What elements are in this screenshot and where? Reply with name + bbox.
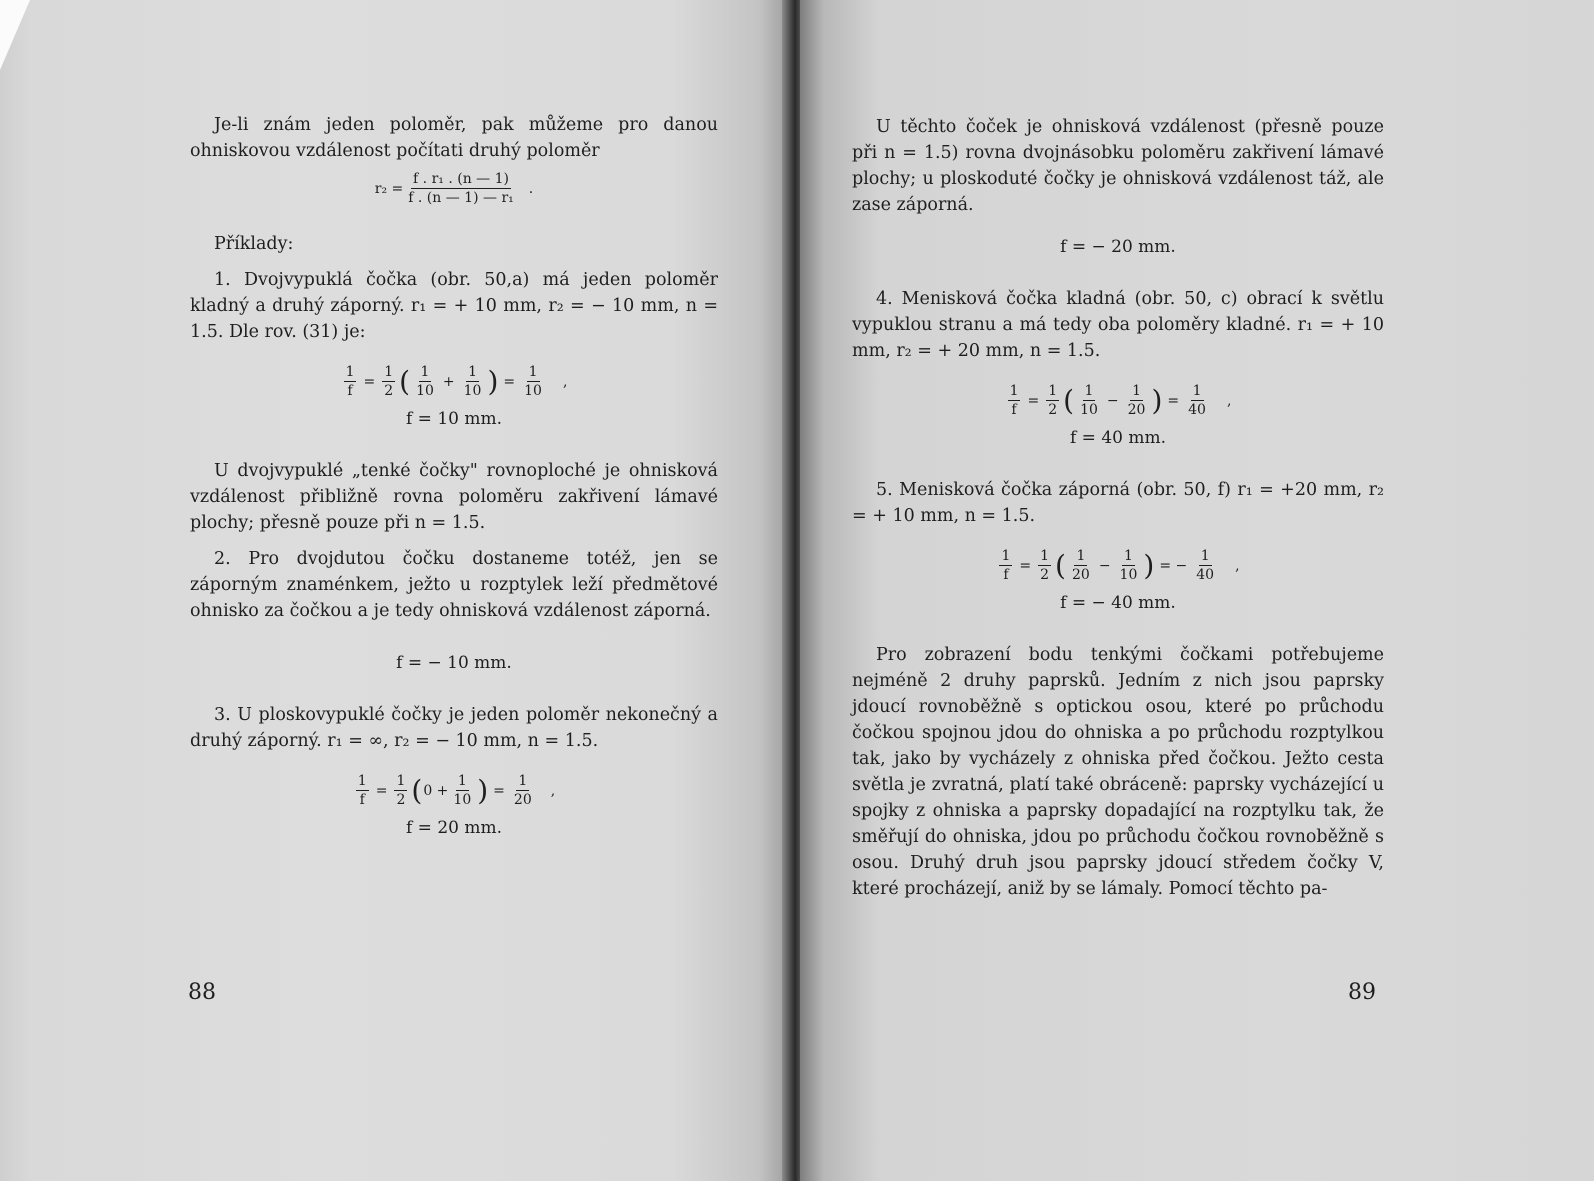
frac-half [1046,382,1059,419]
minus-sign: − [1106,392,1119,409]
page-corner-fold [0,0,30,70]
frac-a [451,772,473,809]
example-3-text: 3. U ploskovypuklé čočky je jeden poloměr nekonečný a druhý záporný. r₁ = ∞, r₂ = − 10 mm, n = 1.5. [190,705,718,751]
example-5-result: f = − 40 mm. [1060,593,1176,613]
example-3-formula [190,772,718,809]
formula-tail: , [550,782,556,799]
frac-num: 1 [1040,548,1050,564]
example-1-text: 1. Dvojvypuklá čočka (obr. 50,a) má jeden poloměr kladný a druhý záporný. r₁ = + 10 mm, r₂ = − 10 mm, n = 1.5. Dle rov. (31) je: [190,270,718,342]
frac-half [382,363,395,400]
thin-lens-note: U dvojvypuklé „tenké čočky" rovnoploché je ohnisková vzdálenost přibližně rovna poloměru zakřivení lámavé plochy; přesně pouze při n = 1.5. [190,461,718,533]
paren-open: ( [411,773,423,807]
paren-open: ( [1063,383,1075,417]
equals-sign: = [503,373,516,390]
frac-den: 40 [1196,567,1215,583]
frac-result [512,772,534,809]
frac-den: 2 [1040,567,1050,583]
frac-den: 2 [384,383,394,399]
formula-tail: , [562,373,568,390]
equals-sign: = [363,373,376,390]
example-2-result: f = − 10 mm. [396,653,512,673]
example-1-result: f = 10 mm. [405,409,503,429]
example-5-text: 5. Menisková čočka záporná (obr. 50, f) r₁ = +20 mm, r₂ = + 10 mm, n = 1.5. [852,480,1384,526]
frac-half [1038,547,1051,584]
right-page [800,0,1594,1181]
equals-sign: = [493,782,505,799]
example-4-formula [852,382,1384,419]
frac-lhs [999,547,1012,584]
left-page [0,0,790,1181]
equals-sign: = [1027,392,1040,409]
frac-den: 20 [1071,567,1090,583]
frac-den: 20 [513,792,532,808]
frac-num: 1 [518,773,528,789]
frac-b [1126,382,1148,419]
frac-den: 10 [453,792,472,808]
paren-close: ) [1151,383,1163,417]
left-text-column [190,112,718,847]
paren-close: ) [1143,548,1155,582]
frac-den: f [359,792,365,808]
rays-paragraph: Pro zobrazení bodu tenkými čočkami potřebujeme nejméně 2 druhy paprsků. Jedním z nich jsou paprsky jdoucí rovnoběžně s optickou osou, které po průchodu čočkou spojnou jdou do ohniska a po průchodu rozptylkou tak, jako by vycházely z ohniska před čočkou. Ježto cesta světla je zvratná, platí také obráceně: paprsky vycházející u spojky z ohniska a paprsky dopadající na rozptylku tak, že směřují do ohniska, jdou po průchodu čočkou rovnoběžně s osou. Druhý druh jsou paprsky jdoucí středem čočky V, které procházejí, aniž by se lámaly. Pomocí těchto pa- [852,645,1384,899]
frac-den: 2 [1048,402,1058,418]
frac-b [1118,547,1140,584]
frac-lhs [344,363,357,400]
frac-result [1186,382,1208,419]
formula-lhs: r₂ = [374,180,404,197]
right-intro-result: f = − 20 mm. [1060,237,1176,257]
frac-den: 10 [1080,402,1098,418]
frac-num: 1 [1192,383,1202,399]
frac-result [522,363,544,400]
equals-sign: = [1167,392,1180,409]
frac-den: f [1011,402,1017,418]
frac-den: 20 [1127,402,1146,418]
frac-num: 1 [1001,548,1011,564]
right-text-column [852,114,1384,902]
example-5-formula [852,547,1384,584]
examples-heading: Příklady: [214,234,294,254]
example-2-text: 2. Pro dvojdutou čočku dostaneme totéž, jen se záporným znaménkem, ježto u rozptylek leží předmětové ohnisko za čočkou a je tedy ohnisková vzdálenost záporná. [190,549,718,621]
frac-a [1070,547,1092,584]
frac-den: 10 [463,383,482,399]
frac-num: 1 [1076,548,1086,564]
formula-r2 [190,170,718,207]
frac-lhs [356,772,369,809]
frac-num: 1 [396,773,406,789]
paren-open: ( [399,364,411,398]
frac-a [414,363,436,400]
frac-num: 1 [1200,548,1210,564]
frac-num: 1 [457,773,467,789]
formula-fraction [406,170,516,207]
frac-den: 10 [416,383,434,399]
right-intro-paragraph: U těchto čoček je ohnisková vzdálenost (přesně pouze při n = 1.5) rovna dvojnásobku poloměru zakřivení lámavé plochy; u ploskoduté čočky je ohnisková vzdálenost táž, ale zase záporná. [852,117,1384,215]
frac-num: 1 [1084,383,1094,399]
frac-result [1194,547,1216,584]
frac-den: 40 [1188,402,1206,418]
frac-b [462,363,484,400]
paren-close: ) [487,364,499,398]
formula-numerator: f . r₁ . (n — 1) [413,171,509,187]
example-1-formula [190,363,718,400]
example-4-text: 4. Menisková čočka kladná (obr. 50, c) obrací k světlu vypuklou stranu a má tedy oba poloměry kladné. r₁ = + 10 mm, r₂ = + 20 mm, n = 1.5. [852,289,1384,361]
frac-a [1078,382,1100,419]
frac-num: 1 [345,364,355,380]
intro-paragraph: Je-li znám jeden poloměr, pak můžeme pro danou ohniskovou vzdálenost počítati druhý poloměr [190,115,718,161]
equals-sign: = [1019,557,1032,574]
frac-den: 10 [524,383,542,399]
frac-num: 1 [357,773,367,789]
frac-num: 1 [468,364,478,380]
frac-den: 10 [1119,567,1138,583]
frac-num: 1 [1124,548,1133,564]
frac-den: f [1003,567,1009,583]
frac-num: 1 [384,364,394,380]
frac-num: 1 [1132,383,1142,399]
page-number-left: 88 [188,980,216,1005]
equals-sign: = [375,782,388,799]
frac-num: 1 [1009,383,1019,399]
equals-minus-sign: = − [1159,557,1188,574]
plus-sign: + [442,373,455,390]
frac-num: 1 [528,364,538,380]
example-3-result: f = 20 mm. [405,818,503,838]
example-4-result: f = 40 mm. [1069,428,1167,448]
paren-close: ) [477,773,489,807]
frac-lhs [1008,382,1021,419]
frac-den: 2 [396,792,406,808]
formula-tail: , [1226,392,1232,409]
frac-num: 1 [1048,383,1058,399]
zero-term: 0 + [423,782,449,799]
frac-den: f [347,383,353,399]
frac-half [394,772,407,809]
page-number-right: 89 [1348,980,1376,1005]
formula-tail: , [1235,557,1240,574]
paren-open: ( [1055,548,1066,582]
frac-num: 1 [420,364,430,380]
formula-tail: . [528,180,534,197]
formula-denominator: f . (n — 1) — r₁ [408,190,514,206]
minus-sign: − [1098,557,1111,574]
